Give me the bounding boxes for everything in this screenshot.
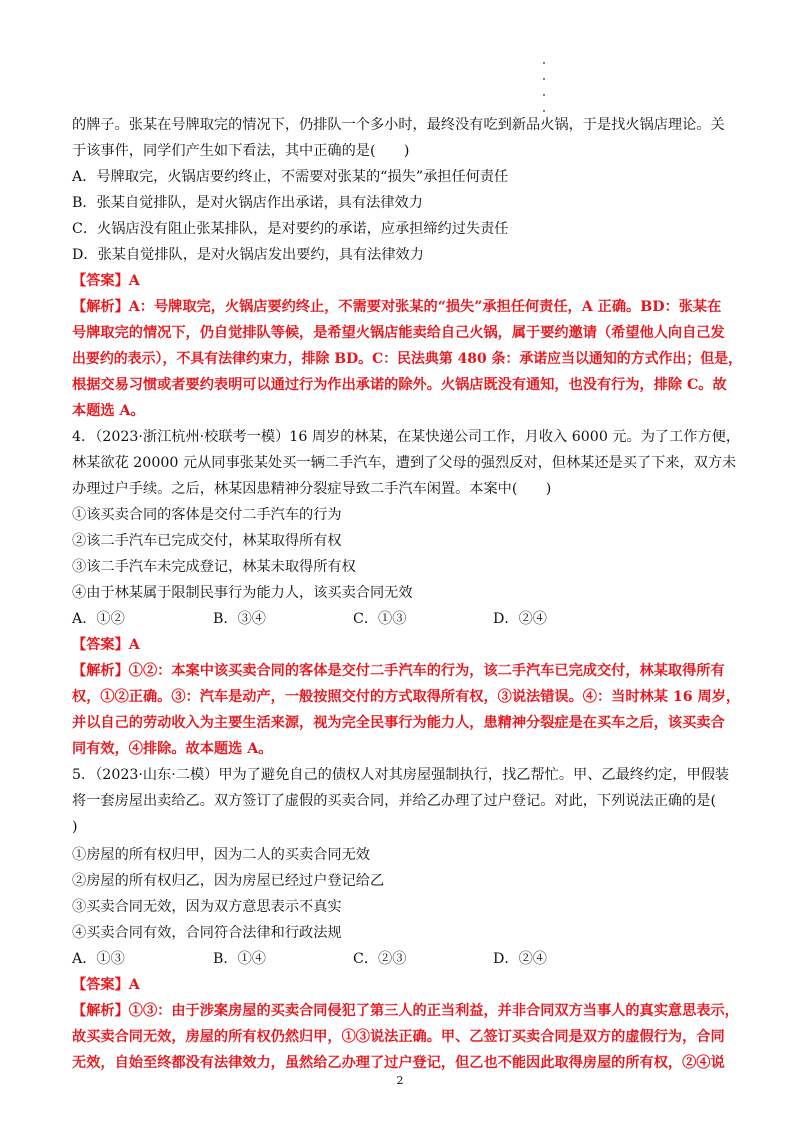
q3-option-b: B．张某自觉排队，是对火锅店作出承诺，具有法律效力 — [72, 195, 423, 211]
q4-statement-2: ②该二手汽车已完成交付，林某取得所有权 — [72, 533, 342, 549]
q4-analysis-line: 同有效，④排除。故本题选 A。 — [72, 741, 273, 757]
q5-statement-4: ④买卖合同有效，合同符合法律和行政法规 — [72, 925, 342, 941]
q4-statement-1: ①该买卖合同的客体是交付二手汽车的行为 — [72, 507, 342, 523]
q5-choice-c: C．②③ — [353, 951, 407, 967]
q4-choice-b: B．③④ — [213, 611, 266, 627]
q4-choice-c: C．①③ — [353, 611, 407, 627]
q4-analysis-line: 权，①②正确。③：汽车是动产，一般按照交付的方式取得所有权，③说法错误。④：当时林某 16 周岁， — [72, 689, 741, 705]
q3-analysis-line: 【解析】A：号牌取完，火锅店要约终止，不需要对张某的“损失”承担任何责任，A 正确。BD：张某在 — [72, 299, 722, 315]
q3-analysis-line: 号牌取完的情况下，仍自觉排队等候，是希望火锅店能卖给自己火锅，属于要约邀请（希望他人向自己发 — [72, 325, 725, 341]
q3-option-d: D．张某自觉排队，是对火锅店发出要约，具有法律效力 — [72, 247, 424, 263]
q4-choice-d: D．②④ — [493, 611, 547, 627]
q4-stem-line: 林某欲花 20000 元从同事张某处买一辆二手汽车，遭到了父母的强烈反对，但林某还是买了下来，双方未 — [72, 455, 737, 471]
page-number: 2 — [396, 1074, 404, 1087]
q4-choice-a: A．①② — [72, 611, 125, 627]
q5-choice-b: B．①④ — [213, 951, 266, 967]
q5-statement-2: ②房屋的所有权归乙，因为房屋已经过户登记给乙 — [72, 873, 385, 889]
q5-stem-line: 将一套房屋出卖给乙。双方签订了虚假的买卖合同，并给乙办理了过户登记。对此，下列说法正确的是( — [72, 793, 716, 809]
q5-analysis-line: 【解析】①③：由于涉案房屋的买卖合同侵犯了第三人的正当利益，并非合同双方当事人的真实意思表示， — [72, 1003, 739, 1019]
q4-analysis-line: 并以自己的劳动收入为主要生活来源，视为完全民事行为能力人，患精神分裂症是在买车之后，该买卖合 — [72, 715, 725, 731]
q3-analysis-line: 根据交易习惯或者要约表明可以通过行为作出承诺的除外。火锅店既没有通知，也没有行为，排除 C。故 — [72, 377, 727, 393]
q5-analysis-line: 故买卖合同无效，房屋的所有权仍然归甲，①③说法正确。甲、乙签订买卖合同是双方的虚假行为，合同 — [72, 1029, 725, 1045]
q4-stem-line: 办理过户手续。之后，林某因患精神分裂症导致二手汽车闲置。本案中( ) — [72, 481, 552, 497]
q4-analysis-line: 【解析】①②：本案中该买卖合同的客体是交付二手汽车的行为，该二手汽车已完成交付，林某取得所有 — [72, 663, 725, 679]
q5-statement-3: ③买卖合同无效，因为双方意思表示不真实 — [72, 899, 342, 915]
q3-option-c: C．火锅店没有阻止张某排队，是对要约的承诺，应承担缔约过失责任 — [72, 221, 509, 237]
q4-answer: 【答案】A — [72, 637, 140, 653]
q3-analysis-line: 本题选 A。 — [72, 403, 145, 419]
q5-stem-line: ) — [72, 819, 78, 835]
q5-answer: 【答案】A — [72, 977, 140, 993]
q4-statement-4: ④由于林某属于限制民事行为能力人，该买卖合同无效 — [72, 585, 413, 601]
q3-analysis-line: 出要约的表示），不具有法律约束力，排除 BD。C：民法典第 480 条：承诺应当以通知的方式作出；但是， — [72, 351, 743, 367]
q4-statement-3: ③该二手汽车未完成登记，林某未取得所有权 — [72, 559, 356, 575]
q4-stem-line: 4．（2023·浙江杭州·校联考一模）16 周岁的林某，在某快递公司工作，月收入 6000 元。为了工作方便， — [72, 429, 741, 445]
q3-option-a: A．号牌取完，火锅店要约终止，不需要对张某的“损失”承担任何责任 — [72, 169, 509, 185]
q3-answer: 【答案】A — [72, 273, 140, 289]
q5-stem-line: 5．（2023·山东·二模）甲为了避免自己的债权人对其房屋强制执行，找乙帮忙。甲、乙最终约定，甲假装 — [72, 767, 730, 783]
q5-statement-1: ①房屋的所有权归甲，因为二人的买卖合同无效 — [72, 847, 370, 863]
q5-choice-a: A．①③ — [72, 951, 125, 967]
q3-stem-line: 的牌子。张某在号牌取完的情况下，仍排队一个多小时，最终没有吃到新品火锅，于是找火锅店理论。关 — [72, 117, 725, 133]
q5-choice-d: D．②④ — [493, 951, 547, 967]
q5-analysis-line: 无效，自始至终都没有法律效力，虽然给乙办理了过户登记，但乙也不能因此取得房屋的所有权，②④说 — [72, 1055, 725, 1071]
q3-stem-line: 于该事件，同学们产生如下看法，其中正确的是( ) — [72, 143, 410, 159]
